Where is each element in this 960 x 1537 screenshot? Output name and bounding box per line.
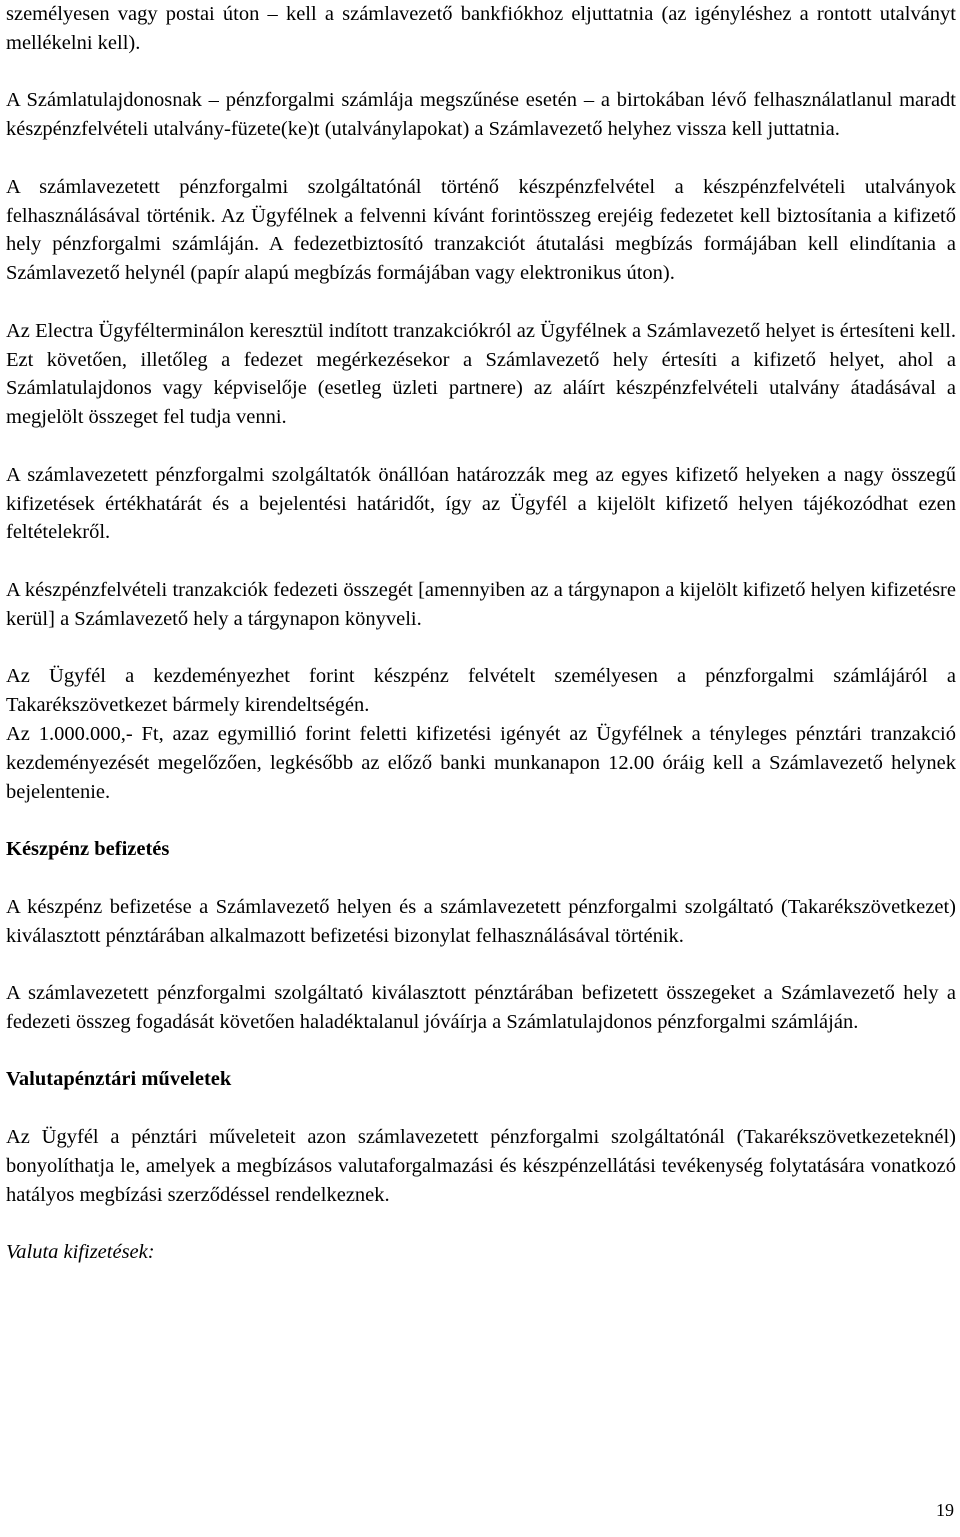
paragraph: A számlavezetett pénzforgalmi szolgáltatók önállóan határozzák meg az egyes kifizető helyeken a nagy összegű kifizetések értékhatárát és a bejelentési határidőt, így az Ügyfél a kijelölt kifizető helyen tájékozódhat ezen feltételekről.: [6, 463, 956, 544]
paragraph: Az Electra Ügyfélterminálon keresztül indított tranzakciókról az Ügyfélnek a Számlavezető helyet is értesíteni kell. Ezt követően, illetőleg a fedezet megérkezésekor a Számlavezető hely értesíti a kifizető helyet, ahol a Számlatulajdonos vagy képviselője (esetleg üzleti partnere) az aláírt készpénzfelvételi utalvány átadásával a megjelölt összeget fel tudja venni.: [6, 319, 956, 429]
section-heading-fx-cash-ops: Valutapénztári műveletek: [6, 1068, 232, 1091]
paragraph: személyesen vagy postai úton – kell a számlavezető bankfiókhoz eljuttatnia (az igényléshez a rontott utalványt mellékelni kell).: [6, 3, 956, 54]
document-page: [6, 0, 956, 1267]
paragraph: A készpénzfelvételi tranzakciók fedezeti összegét [amennyiben az a tárgynapon a kijelölt kifizető helyen kifizetésre kerül] a Számlavezető hely a tárgynapon könyveli.: [6, 578, 956, 630]
paragraph: A számlavezetett pénzforgalmi szolgáltatónál történő készpénzfelvétel a készpénzfelvételi utalványok felhasználásával történik. Az Ügyfélnek a felvenni kívánt forintösszeg erejéig fedezetet kell biztosítania a kifizető hely pénzforgalmi számláján. A fedezetbiztosító tranzakciót átutalási megbízás formájában kell elindítania a Számlavezető helynél (papír alapú megbízás formájában vagy elektronikus úton).: [6, 175, 956, 285]
paragraph: Az 1.000.000,- Ft, azaz egymillió forint feletti kifizetési igényét az Ügyfélnek a tényleges pénztári tranzakció kezdeményezését megelőzően, legkésőbb az előző banki munkanapon 12.00 óráig kell a Számlavezető helynek bejelentenie.: [6, 722, 956, 803]
section-heading-cash-deposit: Készpénz befizetés: [6, 838, 170, 861]
paragraph: A készpénz befizetése a Számlavezető helyen és a számlavezetett pénzforgalmi szolgáltató (Takarékszövetkezet) kiválasztott pénztárában alkalmazott befizetési bizonylat felhasználásával történik.: [6, 895, 956, 947]
paragraph: Az Ügyfél a kezdeményezhet forint készpénz felvételt személyesen a pénzforgalmi számlájáról a Takarékszövetkezet bármely kirendeltségén.: [6, 665, 956, 717]
paragraph: Az Ügyfél a pénztári műveleteit azon számlavezetett pénzforgalmi szolgáltatónál (Takarékszövetkezeteknél) bonyolíthatja le, amelyek a megbízásos valutaforgalmazási és készpénzellátási tevékenység folytatására vonatkozó hatályos megbízási szerződéssel rendelkeznek.: [6, 1126, 956, 1206]
subheading-fx-payouts: Valuta kifizetések:: [6, 1241, 155, 1264]
paragraph: A Számlatulajdonosnak – pénzforgalmi számlája megszűnése esetén – a birtokában lévő felhasználatlanul maradt készpénzfelvételi utalvány-füzete(ke)t (utalványlapokat) a Számlavezető helyhez vissza kell juttatnia.: [6, 89, 956, 141]
page-number: 19: [936, 1500, 954, 1520]
paragraph: A számlavezetett pénzforgalmi szolgáltató kiválasztott pénztárában befizetett összegeket a Számlavezető hely a fedezeti összeg fogadását követően haladéktalanul jóváírja a Számlatulajdonos pénzforgalmi számláján.: [6, 982, 956, 1033]
